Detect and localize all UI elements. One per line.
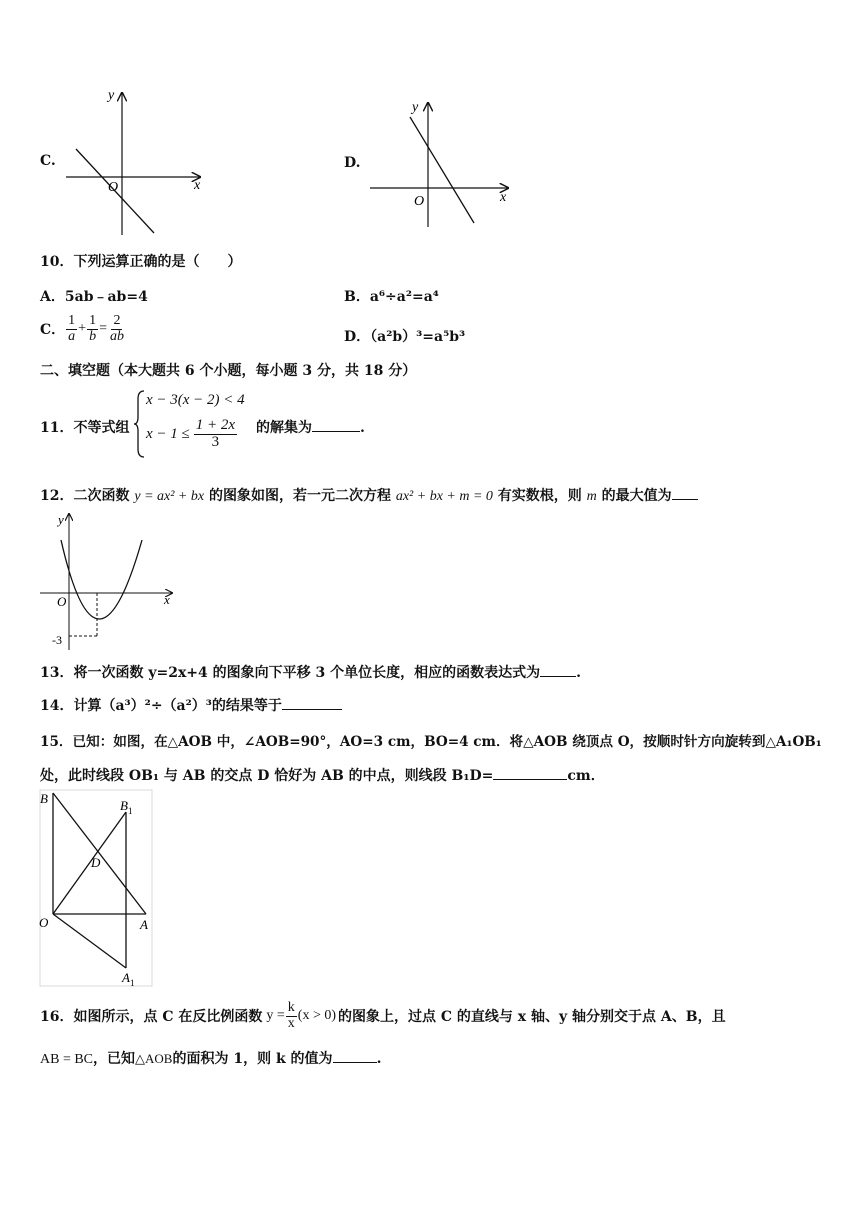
answer-blank <box>493 778 567 780</box>
q16-line-1 <box>40 1001 726 1031</box>
text-part-2: 的图象上，过点 C 的直线与 x 轴、y 轴分别交于点 A、B，且 <box>338 1009 726 1026</box>
q10-option-a <box>40 286 148 306</box>
option-label: D． <box>344 329 371 345</box>
question-text-line-1: 已知：如图，在△AOB 中，∠AOB=90°，AO=3 cm，BO=4 cm．将△AOB 绕顶点 O，按顺时针方向旋转到△A₁OB₁ <box>72 734 822 750</box>
question-number: 13． <box>40 665 74 681</box>
period: . <box>576 665 582 681</box>
q12-stem <box>40 485 698 505</box>
option-text: 5ab﹣ab=4 <box>64 289 148 305</box>
option-text: a⁶÷a²=a⁴ <box>369 289 439 305</box>
plus-sign: + <box>78 321 87 337</box>
question-number: 10． <box>40 254 74 270</box>
x-axis-label: x <box>194 178 201 193</box>
origin-label: O <box>108 180 119 195</box>
point-B-label: B <box>40 791 48 806</box>
answer-blank <box>282 708 342 710</box>
q14-stem <box>40 695 342 715</box>
text-part-1: 如图所示，点 C 在反比例函数 <box>73 1009 263 1026</box>
fraction-rhs: $\frac{1 + 2x}{3}$ <box>195 417 236 450</box>
section-heading: 二、填空题（本大题共 6 个小题，每小题 3 分，共 18 分） <box>40 363 417 379</box>
option-c-label: C. <box>40 153 56 169</box>
text-known: ，已知 <box>93 1051 136 1067</box>
y-axis-label: y <box>412 100 419 115</box>
option-d-label: D. <box>344 155 361 171</box>
point-O-label: O <box>39 915 49 930</box>
question-text: 下列运算正确的是（ ） <box>73 254 242 270</box>
q10-option-d <box>344 326 465 346</box>
text-part-3: 有实数根，则 <box>497 488 582 504</box>
text-part-1: 二次函数 <box>73 488 130 504</box>
graph-option-d <box>368 95 518 230</box>
rotation-figure <box>36 788 156 988</box>
fraction-1-over-a: $\frac{1}{a}$ <box>68 313 76 344</box>
origin-label: O <box>414 194 425 209</box>
fraction-1-over-b: $\frac{1}{b}$ <box>89 313 97 344</box>
question-number: 16． <box>40 1009 74 1026</box>
fraction-k-over-x: $\frac{k}{x}$ <box>287 1000 295 1031</box>
system-line-2 <box>146 418 238 451</box>
answer-blank <box>333 1061 377 1063</box>
system-line-1: x − 3(x − 2) < 4 <box>146 392 245 408</box>
tail-text: 的解集为 <box>256 420 312 436</box>
answer-blank <box>312 430 360 432</box>
question-number: 12． <box>40 488 74 504</box>
option-label: B． <box>344 289 370 305</box>
option-text: （a²b）³=a⁵b³ <box>370 329 466 345</box>
question-number: 11． <box>40 420 74 436</box>
equals-sign: = <box>99 321 107 337</box>
text-area: 的面积为 1，则 k 的值为 <box>172 1051 333 1067</box>
period: . <box>360 420 365 436</box>
segment-OA1 <box>53 914 126 968</box>
q15-line-1 <box>40 730 822 750</box>
q13-stem <box>40 662 581 682</box>
point-D-label: D <box>91 855 101 870</box>
question-number: 14． <box>40 698 74 714</box>
point-B1-label: $B_1$ <box>120 798 133 816</box>
q15-line-2 <box>40 765 605 785</box>
parabola-graph <box>40 510 180 652</box>
q11-lead <box>40 417 129 437</box>
question-text: 将一次函数 y=2x+4 的图象向下平移 3 个单位长度，相应的函数表达式为 <box>73 665 541 681</box>
option-label: C． <box>40 322 66 339</box>
graph-option-c <box>62 85 212 240</box>
formula-equation: ax² + bx + m = 0 <box>395 489 493 504</box>
formula-function: y = ax² + bx <box>134 489 205 504</box>
period: . <box>376 1051 382 1067</box>
q10-stem <box>40 251 241 271</box>
segment-OB1 <box>53 812 126 914</box>
condition-ab-bc: AB = BC <box>40 1052 94 1067</box>
question-text-line-2: 处，此时线段 OB₁ 与 AB 的交点 D 恰好为 AB 的中点，则线段 B₁D= <box>40 768 494 784</box>
x-axis-label: x <box>500 190 507 205</box>
minus-3-label: -3 <box>52 633 62 647</box>
text-part-4: 的最大值为 <box>601 488 672 504</box>
system-brace <box>132 389 146 459</box>
point-A1-label: $A_1$ <box>122 970 135 988</box>
q10-option-c <box>40 314 127 344</box>
q11-tail <box>256 417 365 437</box>
answer-blank <box>672 498 698 500</box>
variable-m: m <box>586 489 597 504</box>
y-equals: y = <box>266 1008 285 1024</box>
answer-blank <box>540 675 576 677</box>
point-A-label: A <box>140 917 148 932</box>
parabola-curve <box>61 540 142 619</box>
question-text: 不等式组 <box>73 420 130 436</box>
fraction-2-over-ab: $\frac{2}{ab}$ <box>109 313 124 344</box>
triangle-aob: △AOB <box>135 1051 173 1066</box>
y-axis-label: y <box>108 88 115 103</box>
unit-text: cm． <box>567 768 605 784</box>
question-text: 计算（a³）²÷（a²）³的结果等于 <box>73 698 282 714</box>
y-axis-label: y <box>58 512 64 527</box>
q16-line-2 <box>40 1048 381 1068</box>
x-axis-label: x <box>164 592 170 607</box>
question-number: 15． <box>40 734 73 750</box>
text-part-2: 的图象如图，若一元二次方程 <box>208 488 391 504</box>
option-label: A． <box>40 289 65 305</box>
origin-label: O <box>57 594 67 609</box>
line2-left: x − 1 ≤ <box>146 425 190 442</box>
domain-condition: (x > 0) <box>297 1008 337 1024</box>
q10-option-b <box>344 286 439 306</box>
